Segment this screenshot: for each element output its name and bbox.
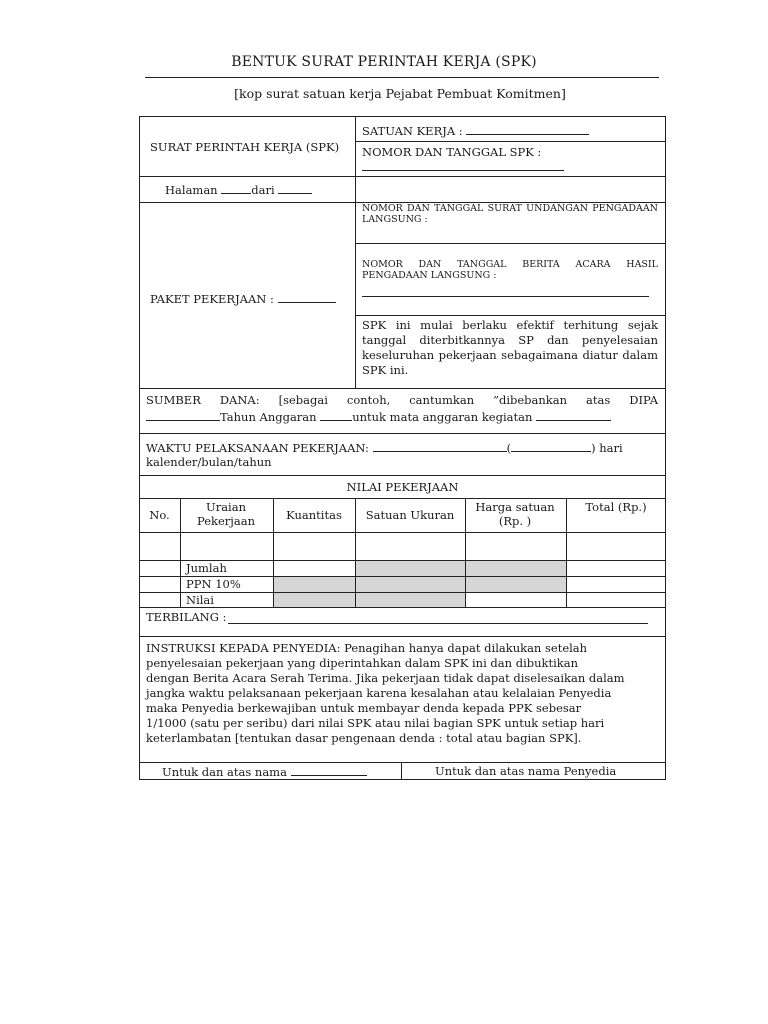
- sumber-dana-line1: SUMBER DANA: [sebagai contoh, cantumkan ”dibebankan atas DIPA: [146, 393, 658, 407]
- row-divider: [139, 532, 666, 533]
- row-divider: [139, 607, 666, 608]
- col-harga: Harga satuan (Rp. ): [475, 500, 555, 528]
- satuan-kerja-field[interactable]: [466, 123, 589, 135]
- row-divider: [139, 475, 666, 476]
- sign-right-label: Untuk dan atas nama Penyedia: [435, 764, 617, 778]
- shaded-cell: [356, 561, 465, 576]
- col-kuantitas: Kuantitas: [286, 508, 342, 522]
- halaman-label: Halaman: [165, 183, 218, 197]
- instruksi-text: INSTRUKSI KEPADA PENYEDIA: Penagihan hanya dapat dilakukan setelah penyelesaian pekerjaan yang diperintahkan dalam SPK ini dan dibuktikan dengan Berita Acara Serah Terima. Jika pekerjaan tidak dapat diselesaikan dalam jangka waktu pelaksanaan pekerjaan karena kesalahan atau kelalaian Penyedia maka Penyedia berkewajiban untuk membayar denda kepada PPK sebesar 1/1000 (satu per seribu) dari nilai SPK atau nilai bagian SPK untuk setiap hari keterlambatan [tentukan dasar pengenaan denda : total atau bagian SPK].: [146, 641, 625, 745]
- berita-acara-field[interactable]: [362, 296, 649, 297]
- col-divider: [180, 498, 181, 607]
- col-satuan: Satuan Ukuran: [365, 508, 455, 522]
- waktu-line2: kalender/bulan/tahun: [146, 455, 272, 469]
- col-divider: [566, 498, 567, 607]
- nilai-label: Nilai: [186, 593, 214, 607]
- paket-row: [150, 291, 336, 306]
- col-uraian: Uraian Pekerjaan: [197, 500, 255, 528]
- shaded-cell: [274, 577, 355, 592]
- row-divider: [139, 498, 666, 499]
- sign-left: [162, 764, 367, 779]
- waktu-angka-field[interactable]: [511, 440, 591, 452]
- shaded-cell: [466, 577, 566, 592]
- col-total: Total (Rp.): [585, 500, 647, 514]
- mata-anggaran-label: untuk mata anggaran kegiatan: [352, 410, 533, 424]
- undangan-label: NOMOR DAN TANGGAL SURAT UNDANGAN PENGADAAN LANGSUNG :: [362, 203, 658, 225]
- waktu-line1: [146, 440, 623, 455]
- col-divider: [355, 116, 356, 388]
- col-no: No.: [149, 508, 170, 522]
- sign-left-field[interactable]: [291, 764, 367, 776]
- paket-field[interactable]: [278, 291, 336, 303]
- waktu-open: (: [506, 441, 512, 455]
- row-divider: [139, 762, 666, 763]
- mata-anggaran-field[interactable]: [536, 409, 611, 421]
- col-divider: [401, 762, 402, 780]
- dari-label: dari: [251, 183, 275, 197]
- shaded-cell: [356, 593, 465, 607]
- document-title: BENTUK SURAT PERINTAH KERJA (SPK): [231, 54, 537, 70]
- nomor-tanggal-spk-label: NOMOR DAN TANGGAL SPK :: [362, 145, 542, 159]
- shaded-cell: [466, 561, 566, 576]
- dipa-field[interactable]: [146, 409, 220, 421]
- row-divider: [139, 176, 666, 177]
- halaman-row: [165, 182, 312, 197]
- shaded-cell: [274, 593, 355, 607]
- row-divider: [139, 433, 666, 434]
- satuan-kerja-row: [362, 123, 589, 138]
- row-divider: [355, 243, 665, 244]
- tahun-field[interactable]: [320, 409, 352, 421]
- waktu-close: ) hari: [591, 441, 623, 455]
- sumber-dana-line2: [146, 409, 611, 424]
- nilai-pekerjaan-title: NILAI PEKERJAAN: [346, 480, 459, 494]
- kop-surat: [kop surat satuan kerja Pejabat Pembuat Komitmen]: [234, 86, 566, 101]
- ppn-label: PPN 10%: [186, 577, 241, 591]
- row-divider: [139, 388, 666, 389]
- spk-title: SURAT PERINTAH KERJA (SPK): [150, 140, 340, 154]
- shaded-cell: [356, 577, 465, 592]
- row-divider: [139, 636, 666, 637]
- tahun-anggaran-label: Tahun Anggaran: [220, 410, 317, 424]
- waktu-field[interactable]: [373, 440, 507, 452]
- row-divider: [355, 141, 665, 142]
- efektif-text: SPK ini mulai berlaku efektif terhitung sejak tanggal diterbitkannya SP dan penyelesaian keseluruhan pekerjaan sebagaimana diatur dalam SPK ini.: [362, 318, 658, 377]
- nomor-tanggal-spk-field[interactable]: [362, 159, 564, 171]
- halaman-field[interactable]: [221, 182, 251, 194]
- satuan-kerja-label: SATUAN KERJA :: [362, 124, 463, 138]
- terbilang-field[interactable]: [228, 623, 648, 624]
- jumlah-label: Jumlah: [186, 561, 227, 575]
- title-rule: [145, 77, 659, 78]
- dari-field[interactable]: [278, 182, 312, 194]
- terbilang-label: TERBILANG :: [146, 610, 227, 624]
- berita-acara-label: NOMOR DAN TANGGAL BERITA ACARA HASIL PENGADAAN LANGSUNG :: [362, 259, 658, 281]
- sign-left-label: Untuk dan atas nama: [162, 765, 287, 779]
- row-divider: [355, 315, 665, 316]
- waktu-label: WAKTU PELAKSANAAN PEKERJAAN:: [146, 441, 369, 455]
- paket-label: PAKET PEKERJAAN :: [150, 292, 274, 306]
